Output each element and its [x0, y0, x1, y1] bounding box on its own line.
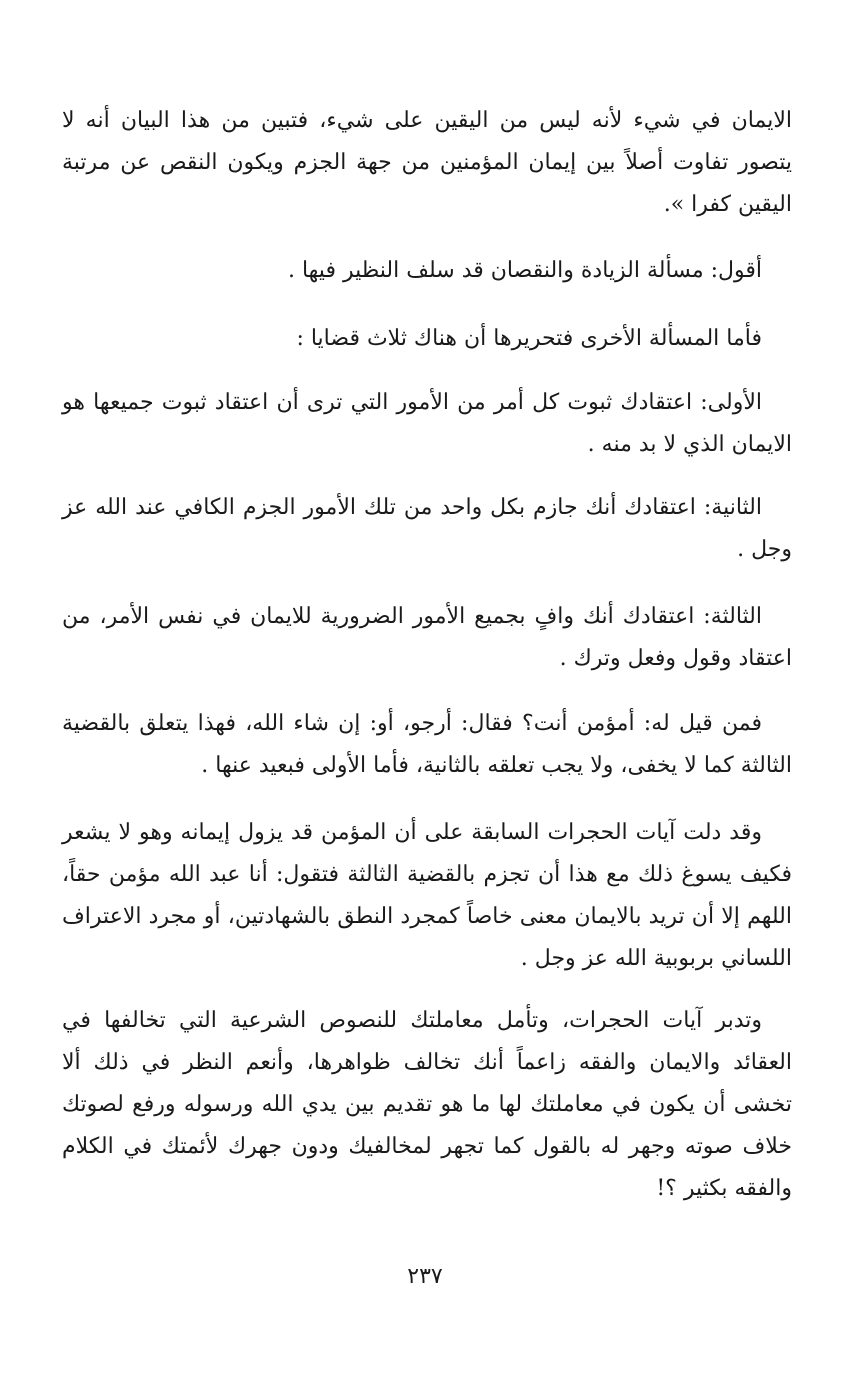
- paragraph-three-issues: فأما المسألة الأخرى فتحريرها أن هناك ثلاث قضايا :: [296, 326, 762, 351]
- paragraph-third-issue: الثالثة: اعتقادك أنك وافٍ بجميع الأمور الضرورية للايمان في نفس الأمر، من اعتقاد وقول وفعل وترك .: [62, 604, 792, 671]
- paragraph-answer: فمن قيل له: أمؤمن أنت؟ فقال: أرجو، أو: إن شاء الله، فهذا يتعلق بالقضية الثالثة كما لا يخفى، ولا يجب تعلقه بالثانية، فأما الأولى فبعيد عنها .: [62, 711, 792, 778]
- paragraph-first-issue: الأولى: اعتقادك ثبوت كل أمر من الأمور التي ترى أن اعتقاد ثبوت جميعها هو الايمان الذي لا بد منه .: [62, 390, 792, 457]
- paragraph-continuation: الايمان في شيء لأنه ليس من اليقين على شيء، فتبين من هذا البيان أنه لا يتصور تفاوت أصلاً بين إيمان المؤمنين من جهة الجزم ويكون النقص عن مرتبة اليقين كفرا ».: [62, 108, 792, 217]
- paragraph-reflection: وتدبر آيات الحجرات، وتأمل معاملتك للنصوص الشرعية التي تخالفها في العقائد والايمان والفقه زاعماً أنك تخالف ظواهرها، وأنعم النظر في ذلك ألا تخشى أن يكون في معاملتك لها ما هو تقديم بين يدي الله ورسوله ورفع لصوتك خلاف صوته وجهر له بالقول كما تجهر لمخالفيك ودون جهرك لأئمتك في الكلام والفقه بكثير ؟!: [62, 1008, 792, 1201]
- paragraph-aqulu: أقول: مسألة الزيادة والنقصان قد سلف النظير فيها .: [287, 258, 762, 283]
- paragraph-second-issue: الثانية: اعتقادك أنك جازم بكل واحد من تلك الأمور الجزم الكافي عند الله عز وجل .: [62, 495, 792, 562]
- page-number: ٢٣٧: [407, 1264, 443, 1289]
- paragraph-hujurat-verses: وقد دلت آيات الحجرات السابقة على أن المؤمن قد يزول إيمانه وهو لا يشعر فكيف يسوغ ذلك مع هذا أن تجزم بالقضية الثالثة فتقول: أنا عبد الله مؤمن حقاً، اللهم إلا أن تريد بالايمان معنى خاصاً كمجرد النطق بالشهادتين، أو مجرد الاعتراف اللساني بربوبية الله عز وجل .: [62, 820, 792, 971]
